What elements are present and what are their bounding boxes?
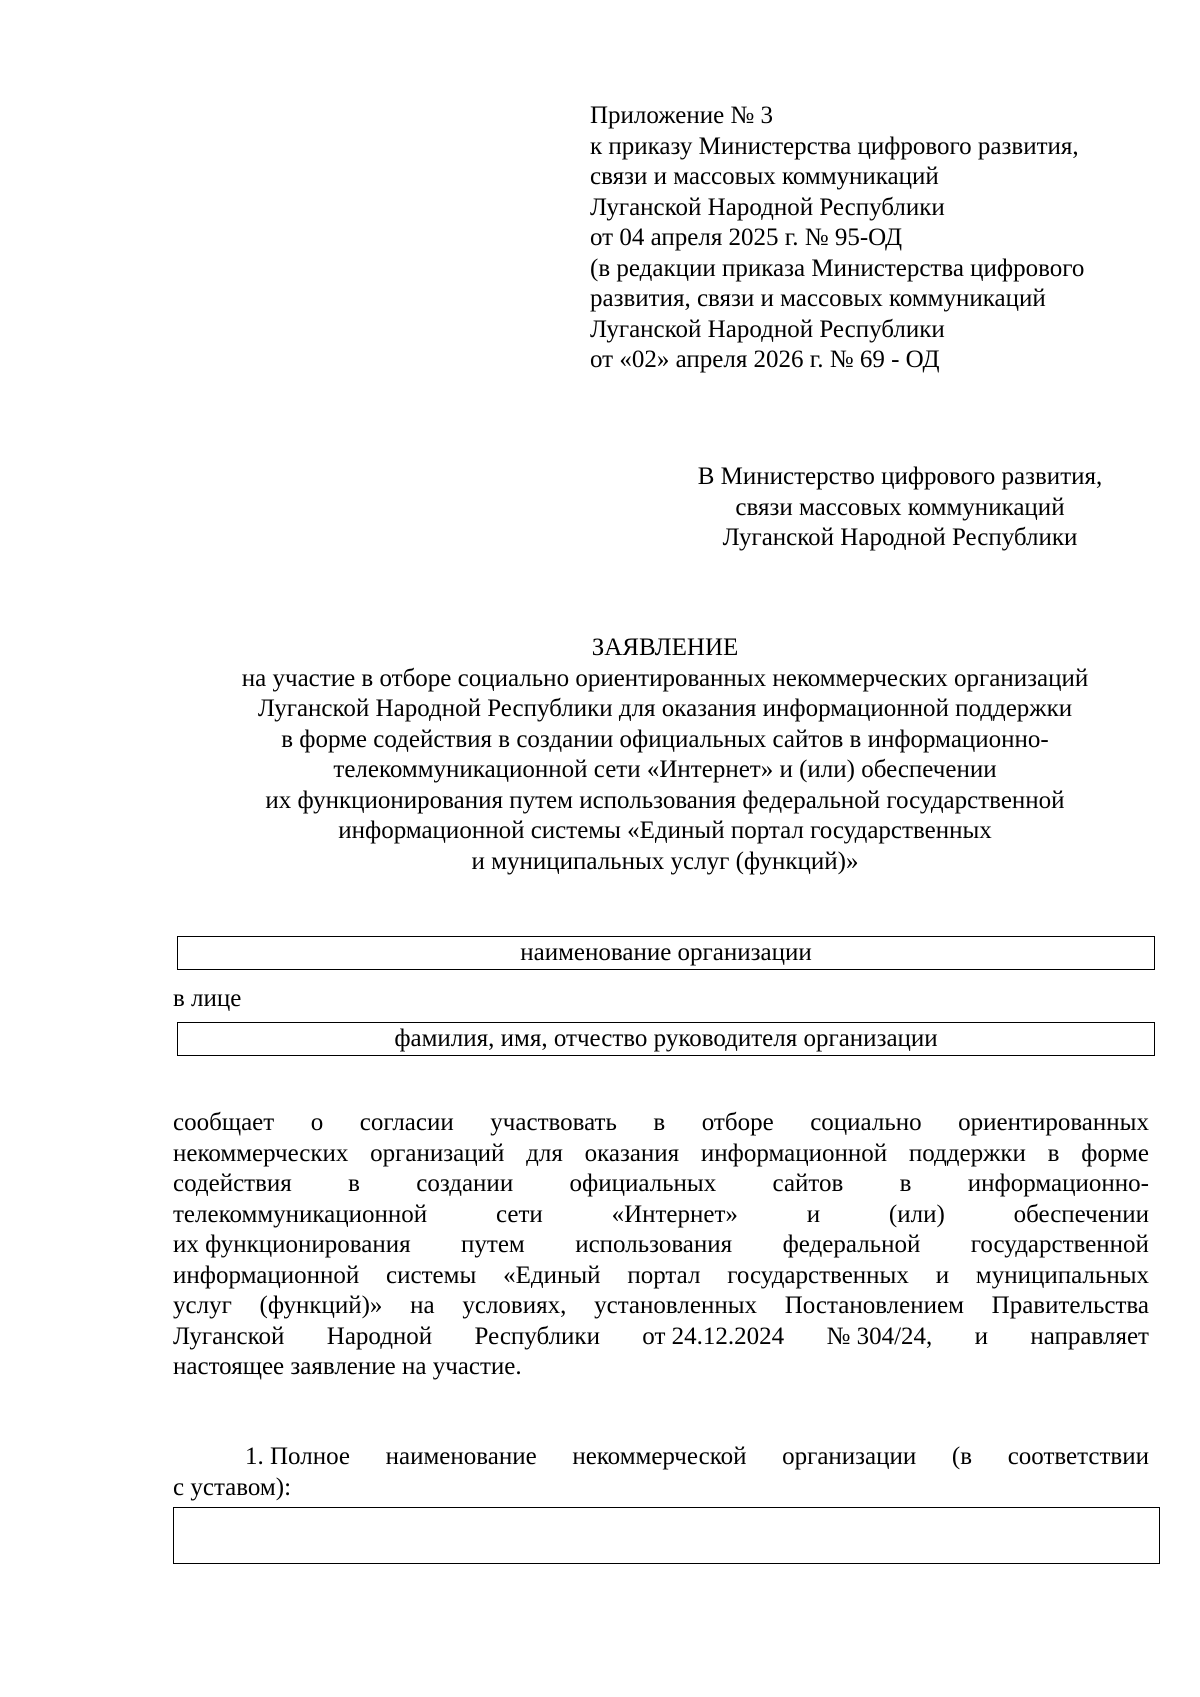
title-subtitle-line: информационной системы «Единый портал государственных (338, 817, 992, 844)
body-word: и (806, 1200, 821, 1228)
body-word: сети (495, 1200, 543, 1228)
title-subtitle-line: телекоммуникационной сети «Интернет» и (или) обеспечении (333, 756, 997, 783)
appendix-line: от «02» апреля 2026 г. № 69 - ОД (590, 346, 940, 373)
body-word: Народной (326, 1322, 433, 1350)
body-word: в (899, 1170, 912, 1197)
body-word: информационной (700, 1139, 888, 1167)
body-word: оказания (584, 1139, 680, 1167)
body-word: о (310, 1109, 324, 1136)
appendix-header (590, 101, 1170, 376)
appendix-line: развития, связи и массовых коммуникаций (590, 285, 1046, 312)
body-word: и (935, 1261, 950, 1289)
appendix-line: связи и массовых коммуникаций (590, 163, 939, 190)
body-word: государственных (727, 1261, 909, 1289)
item-1-word: соответствии (1007, 1443, 1149, 1470)
body-word: форме (1081, 1139, 1149, 1167)
appendix-line: Луганской Народной Республики (590, 193, 945, 221)
body-word: для (526, 1139, 563, 1167)
body-word: муниципальных (975, 1261, 1149, 1289)
body-word: телекоммуникационной (173, 1200, 428, 1228)
appendix-line: от 04 апреля 2025 г. № 95-ОД (590, 224, 903, 251)
body-word: использования (575, 1231, 733, 1258)
body-word: некоммерческих (173, 1139, 349, 1167)
head-name-label: фамилия, имя, отчество руководителя организации (394, 1025, 938, 1052)
appendix-line: Приложение № 3 (590, 102, 774, 129)
body-word: участвовать (490, 1109, 617, 1136)
body-line (173, 1200, 1149, 1231)
title-subtitle-line: в форме содействия в создании официальных сайтов в информационно- (281, 725, 1049, 753)
body-word: сайтов (772, 1170, 844, 1197)
item-1-word: 1. Полное (245, 1443, 350, 1470)
body-word: социально (810, 1109, 922, 1136)
body-word: информационно- (967, 1170, 1149, 1197)
body-paragraph (173, 1108, 1149, 1383)
body-word: сообщает (173, 1109, 275, 1136)
org-name-label: наименование организации (520, 939, 812, 966)
body-word: путем (461, 1231, 525, 1258)
item-1-word: организации (782, 1443, 917, 1470)
body-word: информационной (173, 1261, 360, 1289)
title-subtitle-line: их функционирования путем использования федеральной государственной (265, 786, 1065, 814)
body-word: Республики (474, 1322, 600, 1350)
body-line (173, 1322, 1149, 1353)
body-line (173, 1169, 1149, 1200)
body-word: государственной (970, 1231, 1149, 1258)
addressee-line: связи массовых коммуникаций (735, 493, 1065, 521)
body-word: содействия (173, 1170, 292, 1197)
body-word: в (1047, 1139, 1060, 1167)
addressee-block (640, 462, 1160, 554)
body-word: федеральной (782, 1231, 921, 1258)
title-subtitle-line: и муниципальных услуг (функций)» (471, 847, 859, 875)
title-subtitle-line: на участие в отборе социально ориентированных некоммерческих организаций (241, 664, 1089, 692)
body-line (173, 1139, 1149, 1170)
in-person-label: в лице (173, 985, 242, 1012)
full-name-input-box[interactable] (173, 1507, 1160, 1564)
body-word: Луганской (173, 1322, 285, 1350)
head-name-field[interactable] (177, 1022, 1155, 1056)
document-title (160, 633, 1170, 877)
body-word: (или) (888, 1200, 945, 1228)
body-word: обеспечении (1013, 1200, 1149, 1228)
body-word: организаций (370, 1139, 505, 1167)
body-word: поддержки (908, 1139, 1026, 1167)
body-word: создании (416, 1170, 514, 1197)
body-line (173, 1291, 1149, 1322)
body-word: официальных (569, 1170, 717, 1197)
item-1-line (173, 1442, 1149, 1473)
body-last-line: настоящее заявление на участие. (173, 1353, 522, 1380)
body-word: Постановлением (784, 1292, 964, 1319)
body-word: отборе (701, 1109, 774, 1136)
body-word: Правительства (991, 1292, 1149, 1319)
addressee-line: Луганской Народной Республики (722, 524, 1078, 551)
body-word: «Интернет» (611, 1200, 738, 1228)
item-1-line-2: с уставом): (173, 1473, 292, 1501)
body-word: в (653, 1109, 666, 1136)
body-word: «Единый (503, 1261, 601, 1289)
title-heading: ЗАЯВЛЕНИЕ (591, 634, 739, 661)
body-word: в (348, 1170, 360, 1197)
body-word: (функций)» (259, 1292, 383, 1319)
body-word: согласии (359, 1109, 454, 1136)
body-word: их функционирования (173, 1231, 411, 1258)
body-line (173, 1261, 1149, 1292)
body-word: условиях, (462, 1292, 567, 1319)
body-word: и (974, 1322, 989, 1350)
appendix-line: (в редакции приказа Министерства цифрового (590, 254, 1085, 282)
appendix-line: к приказу Министерства цифрового развития, (590, 132, 1079, 160)
body-word: направляет (1030, 1322, 1149, 1350)
body-word: на (410, 1292, 435, 1319)
addressee-line: В Министерство цифрового развития, (697, 463, 1103, 490)
body-line (173, 1230, 1149, 1261)
body-word: № 304/24, (826, 1322, 933, 1350)
item-1-full-name (173, 1442, 1149, 1503)
item-1-word: (в (951, 1443, 973, 1470)
item-1-word: некоммерческой (572, 1443, 747, 1470)
body-word: от 24.12.2024 (642, 1322, 785, 1350)
appendix-line: Луганской Народной Республики (590, 315, 945, 343)
org-name-field[interactable] (177, 936, 1155, 970)
body-word: ориентированных (958, 1109, 1149, 1136)
body-word: портал (627, 1261, 701, 1289)
body-line (173, 1108, 1149, 1139)
item-1-word: наименование (385, 1443, 537, 1470)
title-subtitle-line: Луганской Народной Республики для оказания информационной поддержки (257, 695, 1073, 722)
body-word: услуг (173, 1292, 232, 1319)
body-word: системы (386, 1261, 477, 1289)
body-word: установленных (594, 1292, 757, 1319)
